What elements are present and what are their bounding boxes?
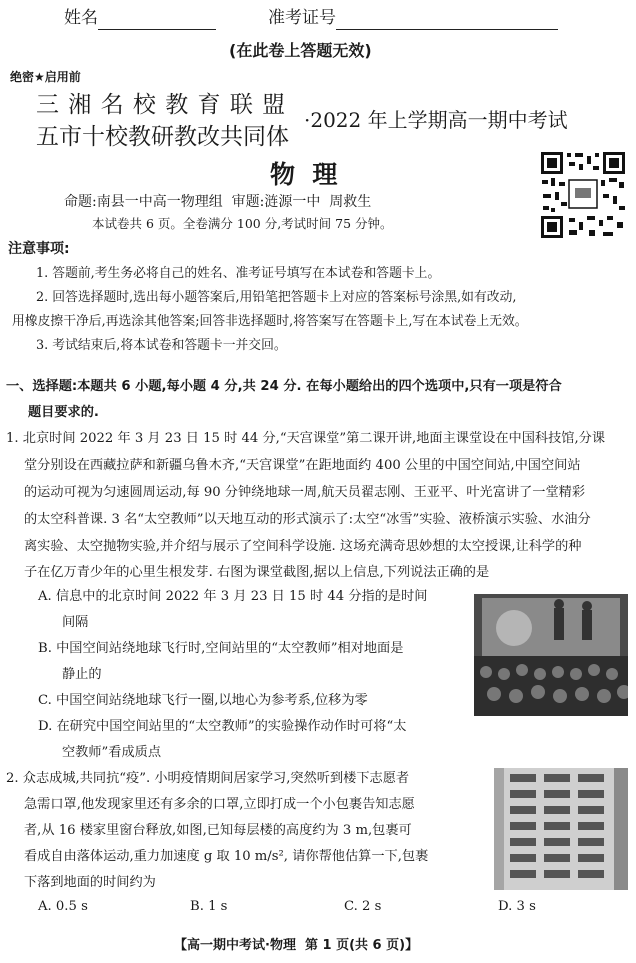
subject-title: 物 理 [270, 160, 338, 189]
exam-id-field [268, 6, 558, 30]
invalid-note: (在此卷上答题无效) [229, 41, 372, 60]
q1-line-4: 的太空科普课. 3 名“太空教师”以天地互动的形式演示了:太空“冰雪”实验、液桥演示实验、水油分 [24, 512, 591, 527]
q1-option-a-cont: 间隔 [62, 615, 89, 630]
q2-choice-c: C. 2 s [344, 899, 382, 914]
section-heading-cont: 题目要求的. [28, 405, 99, 420]
notice-item-3: 3. 考试结束后,将本试卷和答题卡一并交回。 [36, 338, 287, 353]
q2-line-1: 2. 众志成城,共同抗“疫”. 小明疫情期间居家学习,突然听到楼下志愿者 [6, 771, 410, 786]
name-field [64, 6, 216, 30]
q1-option-b: B. 中国空间站绕地球飞行时,空间站里的“太空教师”相对地面是 [38, 641, 404, 656]
exam-id-label: 准考证号 [268, 8, 336, 28]
notice-item-2-cont: 用橡皮擦干净后,再选涂其他答案;回答非选择题时,将答案写在答题卡上,写在本试卷上无效。 [12, 314, 528, 329]
q2-choice-a: A. 0.5 s [38, 899, 88, 914]
building-photo [494, 768, 628, 890]
q1-option-c: C. 中国空间站绕地球飞行一圈,以地心为参考系,位移为零 [38, 693, 368, 708]
authors: 命题:南县一中高一物理组 审题:涟源一中 周救生 [64, 194, 372, 210]
page-footer: 【高一期中考试·物理 第 1 页(共 6 页)】 [174, 938, 419, 953]
alliance-line-2: 五市十校教研教改共同体 [36, 124, 289, 150]
q1-line-1: 1. 北京时间 2022 年 3 月 23 日 15 时 44 分,“天宫课堂”第二课开讲,地面主课堂设在中国科技馆,分课 [6, 431, 606, 446]
name-blank [98, 9, 216, 30]
q2-choice-b: B. 1 s [190, 899, 228, 914]
q2-line-3: 者,从 16 楼家里窗台释放,如图,已知每层楼的高度约为 3 m,包裹可 [24, 823, 412, 838]
q1-option-b-cont: 静止的 [62, 667, 102, 682]
notice-item-1: 1. 答题前,考生务必将自己的姓名、准考证号填写在本试卷和答题卡上。 [36, 266, 441, 281]
q1-line-6: 子在亿万青少年的心里生根发芽. 右图为课堂截图,据以上信息,下列说法正确的是 [24, 565, 490, 580]
q2-line-4: 看成自由落体运动,重力加速度 g 取 10 m/s², 请你帮他估算一下,包裹 [24, 849, 429, 864]
q1-option-d: D. 在研究中国空间站里的“太空教师”的实验操作动作时可将“太 [38, 719, 407, 734]
q2-choice-d: D. 3 s [498, 899, 536, 914]
qr-code-icon [539, 150, 627, 240]
q2-line-5: 下落到地面的时间约为 [24, 875, 156, 890]
classroom-photo [474, 594, 628, 716]
notice-item-2: 2. 回答选择题时,选出每小题答案后,用铅笔把答题卡上对应的答案标号涂黑,如有改动, [36, 290, 517, 305]
q1-option-d-cont: 空教师”看成质点 [62, 745, 162, 760]
notice-heading: 注意事项: [8, 241, 70, 257]
exam-title: ·2022 年上学期高一期中考试 [304, 108, 568, 132]
q1-line-5: 离实验、太空抛物实验,并介绍与展示了空间科学设施. 这场充满奇思妙想的太空授课,让科学的种 [24, 539, 582, 554]
alliance-line-1: 三 湘 名 校 教 育 联 盟 [36, 92, 287, 118]
secret-mark: 绝密★启用前 [10, 70, 81, 84]
q1-line-3: 的运动可视为匀速圆周运动,每 90 分钟绕地球一周,航天员翟志刚、王亚平、叶光富讲了一堂精彩 [24, 485, 586, 500]
q1-line-2: 堂分别设在西藏拉萨和新疆乌鲁木齐,“天宫课堂”在距地面约 400 公里的中国空间站,中国空间站 [24, 458, 581, 473]
exam-id-blank [336, 9, 558, 30]
summary: 本试卷共 6 页。全卷满分 100 分,考试时间 75 分钟。 [92, 216, 393, 231]
q1-option-a: A. 信息中的北京时间 2022 年 3 月 23 日 15 时 44 分指的是时间 [38, 589, 428, 604]
q2-line-2: 急需口罩,他发现家里还有多余的口罩,立即打成一个小包裹告知志愿 [24, 797, 415, 812]
name-label: 姓名 [64, 8, 98, 28]
section-heading: 一、选择题:本题共 6 小题,每小题 4 分,共 24 分. 在每小题给出的四个选项中,只有一项是符合 [6, 379, 562, 394]
